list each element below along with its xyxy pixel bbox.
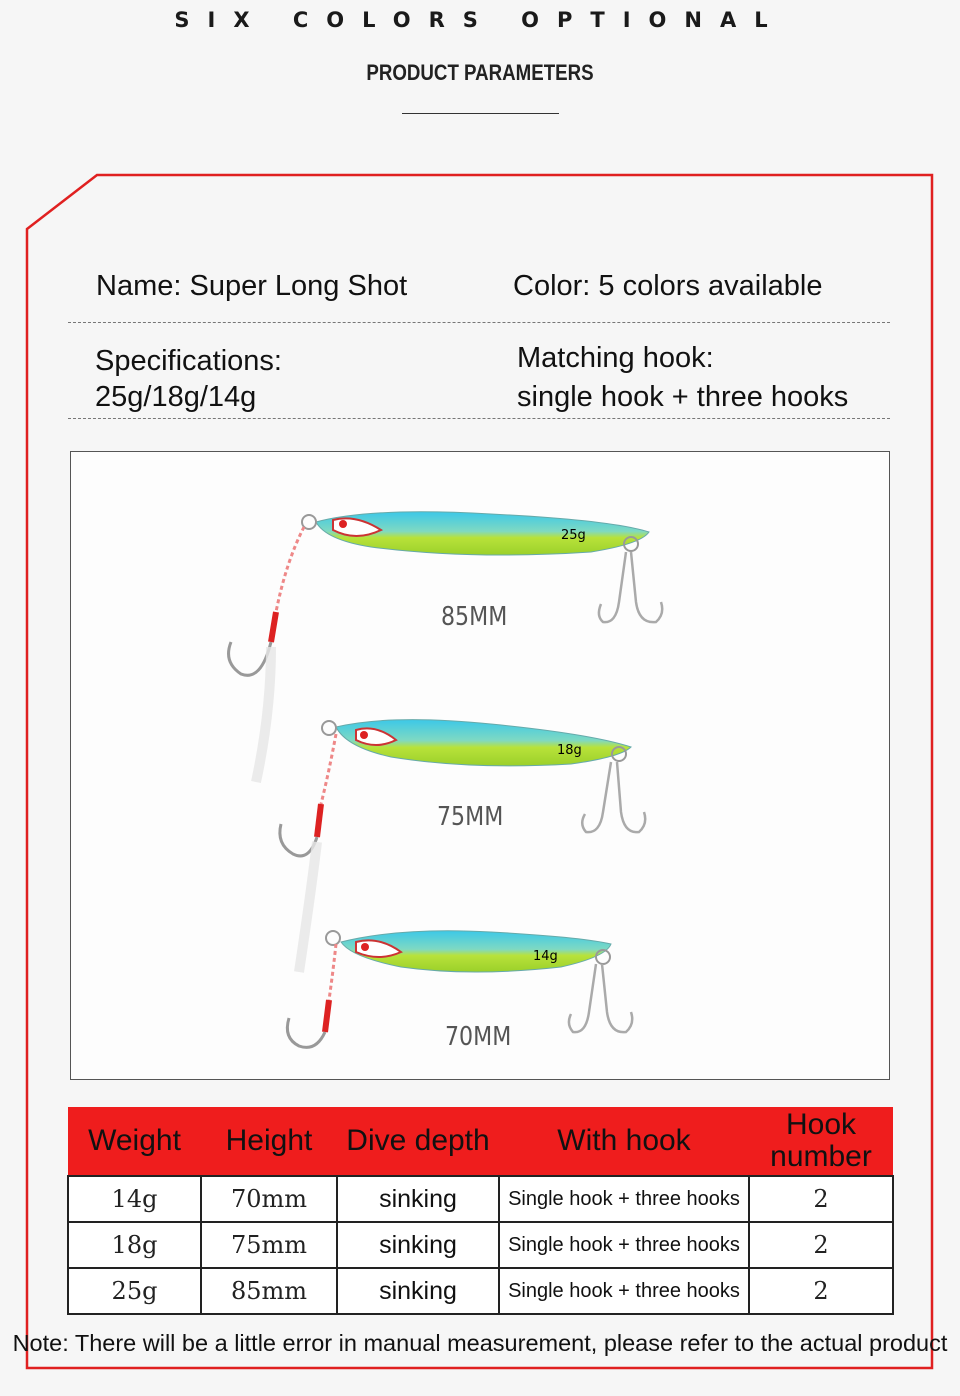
col-header-dive-depth: Dive depth	[337, 1107, 499, 1176]
col-header-hook-number: Hook number	[749, 1107, 893, 1176]
table-row	[68, 1268, 893, 1314]
col-header-with-hook: With hook	[499, 1107, 749, 1176]
lure-length-label: 85MM	[441, 602, 508, 632]
spec-label: Specifications:	[95, 345, 282, 377]
cell-height: 70mm	[201, 1176, 337, 1222]
cell-weight: 18g	[68, 1222, 201, 1268]
table-row	[68, 1176, 893, 1222]
cell-height: 85mm	[201, 1268, 337, 1314]
cell-dive-depth: sinking	[337, 1176, 499, 1222]
cell-dive-depth: sinking	[337, 1268, 499, 1314]
cell-dive-depth: sinking	[337, 1222, 499, 1268]
cell-hook-number: 2	[749, 1268, 893, 1314]
table-row	[68, 1222, 893, 1268]
lure-weight-tag: 25g	[561, 528, 586, 543]
spec-table	[67, 1107, 894, 1315]
col-header-height: Height	[201, 1107, 337, 1176]
lure-weight-tag: 14g	[533, 949, 558, 964]
cell-with-hook: Single hook + three hooks	[499, 1222, 749, 1268]
lure-length-label: 75MM	[437, 802, 504, 832]
lure-length-label: 70MM	[445, 1022, 512, 1052]
col-header-weight: Weight	[68, 1107, 201, 1176]
cell-hook-number: 2	[749, 1176, 893, 1222]
measurement-note: Note: There will be a little error in manual measurement, please refer to the actual product	[12, 1330, 948, 1356]
cell-weight: 25g	[68, 1268, 201, 1314]
spec-value: 25g/18g/14g	[95, 381, 257, 413]
page-title: SIX COLORS OPTIONAL	[174, 8, 786, 32]
table-header-row	[68, 1107, 893, 1176]
product-color: Color: 5 colors available	[513, 270, 823, 302]
dashed-divider	[68, 322, 890, 323]
cell-with-hook: Single hook + three hooks	[499, 1268, 749, 1314]
lure-illustration	[71, 452, 889, 1079]
lure-weight-tag: 18g	[557, 743, 582, 758]
cell-hook-number: 2	[749, 1222, 893, 1268]
hook-label: Matching hook:	[517, 342, 714, 374]
dashed-divider	[68, 418, 890, 419]
product-photo	[70, 451, 890, 1080]
cell-height: 75mm	[201, 1222, 337, 1268]
cell-weight: 14g	[68, 1176, 201, 1222]
page-subtitle: PRODUCT PARAMETERS	[366, 60, 594, 85]
cell-with-hook: Single hook + three hooks	[499, 1176, 749, 1222]
product-name: Name: Super Long Shot	[96, 270, 408, 302]
hook-value: single hook + three hooks	[517, 381, 849, 413]
